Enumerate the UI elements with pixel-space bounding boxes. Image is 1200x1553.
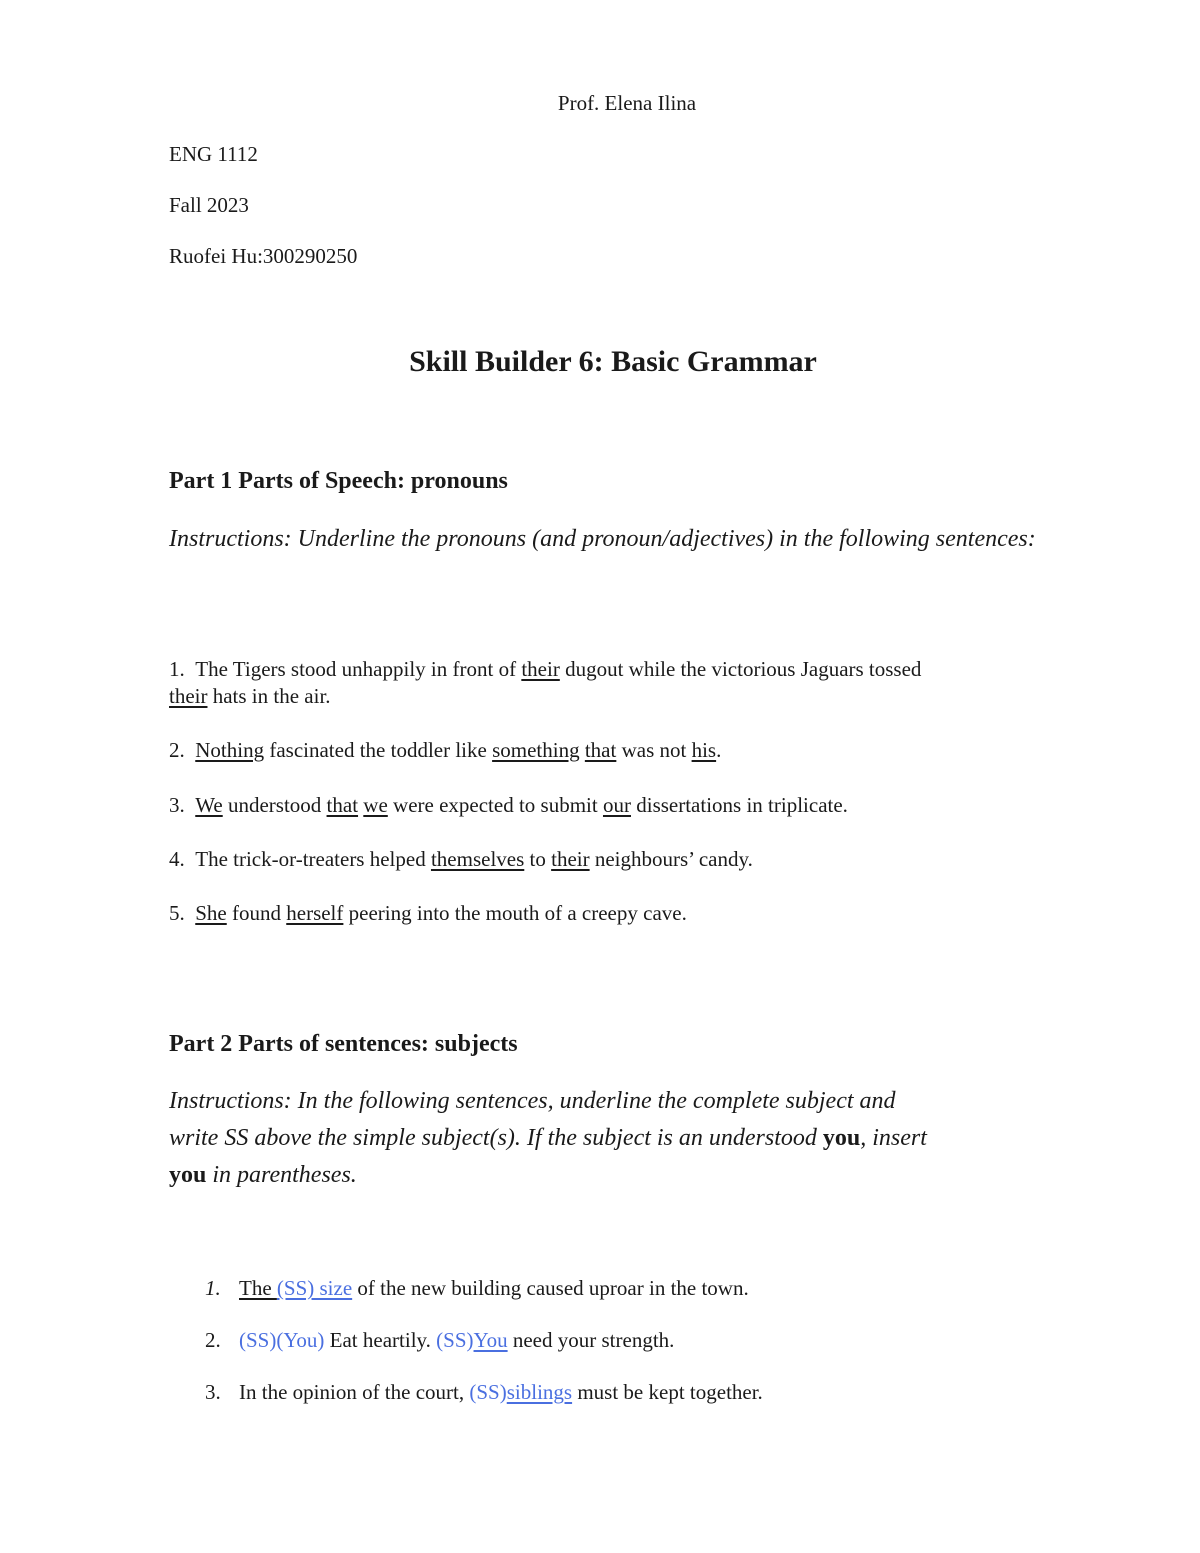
annotated-subject: (SS) [469,1380,507,1404]
part2-instructions [169,1083,1089,1194]
list-item [169,793,848,818]
course-code: ENG 1112 [169,142,258,166]
item-number: 1. [205,1276,221,1300]
list-item [169,684,331,709]
item-number: 2. [205,1328,221,1352]
sentence-text: need your strength. [507,1328,675,1352]
sentence-text: were expected to submit [387,793,603,817]
professor-name: Prof. Elena Ilina [557,91,697,115]
annotated-subject: (SS) size [276,1276,353,1300]
sentence-text: must be kept together. [572,1380,763,1404]
document-title: Skill Builder 6: Basic Grammar [409,345,817,378]
sentence-text: Eat heartily. [324,1328,437,1352]
item-number: 1. [169,657,196,681]
part2-instructions-line2: write SS above the simple subject(s). If the subject is an understood [169,1125,823,1151]
item-number: 3. [169,793,196,817]
underlined-pronoun: She [195,901,227,925]
sentence-text: fascinated the toddler like [264,738,493,762]
sentence-text: neighbours’ candy. [589,847,753,871]
underlined-pronoun: their [551,847,590,871]
sentence-text: In the opinion of the court, [239,1380,470,1404]
underlined-pronoun: that [584,738,617,762]
list-item [169,738,721,763]
underlined-pronoun: we [363,793,388,817]
sentence-text: The Tigers stood unhappily in front of [195,657,522,681]
list-item [169,657,921,682]
sentence-text: was not [616,738,692,762]
underlined-pronoun: their [521,657,560,681]
annotated-subject: (SS)(You) [239,1328,325,1352]
understood-you-term: you [822,1125,861,1151]
underlined-pronoun: something [492,738,580,762]
student-id: Ruofei Hu:300290250 [169,244,358,268]
term: Fall 2023 [169,193,249,217]
part1-heading: Part 1 Parts of Speech: pronouns [169,468,508,494]
annotated-subject: (SS) [436,1328,474,1352]
sentence-text: hats in the air. [207,684,331,708]
understood-you-term: you [169,1162,207,1188]
underlined-pronoun: his [691,738,717,762]
sentence-text: peering into the mouth of a creepy cave. [343,901,687,925]
sentence-text: dugout while the victorious Jaguars tossed [559,657,922,681]
annotated-subject: You [473,1328,508,1352]
item-number: 2. [169,738,196,762]
part2-heading: Part 2 Parts of sentences: subjects [169,1031,518,1057]
list-item [205,1380,763,1405]
item-number: 5. [169,901,196,925]
underlined-pronoun: their [169,684,208,708]
sentence-text: The trick-or-treaters helped [195,847,431,871]
annotated-subject: siblings [506,1380,573,1404]
list-item [205,1328,674,1353]
annotated-subject: The [239,1276,277,1300]
sentence-text: understood [222,793,327,817]
sentence-text: to [524,847,552,871]
list-item [169,901,687,926]
sentence-text: dissertations in triplicate. [630,793,848,817]
part2-instructions-line2-end: , insert [860,1125,927,1151]
part2-instructions-line1: Instructions: In the following sentences, underline the complete subject and [169,1088,896,1114]
underlined-pronoun: Nothing [195,738,265,762]
underlined-pronoun: that [326,793,359,817]
sentence-text: . [716,738,722,762]
underlined-pronoun: herself [286,901,344,925]
sentence-text: found [226,901,287,925]
list-item [205,1276,749,1301]
underlined-pronoun: our [602,793,631,817]
sentence-text: of the new building caused uproar in the town. [352,1276,749,1300]
part2-instructions-line3: in parentheses. [206,1162,357,1188]
underlined-pronoun: themselves [430,847,525,871]
list-item [169,847,753,872]
item-number: 4. [169,847,196,871]
item-number: 3. [205,1380,221,1404]
part1-instructions: Instructions: Underline the pronouns (and pronoun/adjectives) in the following sentences: [169,526,1036,552]
underlined-pronoun: We [195,793,223,817]
